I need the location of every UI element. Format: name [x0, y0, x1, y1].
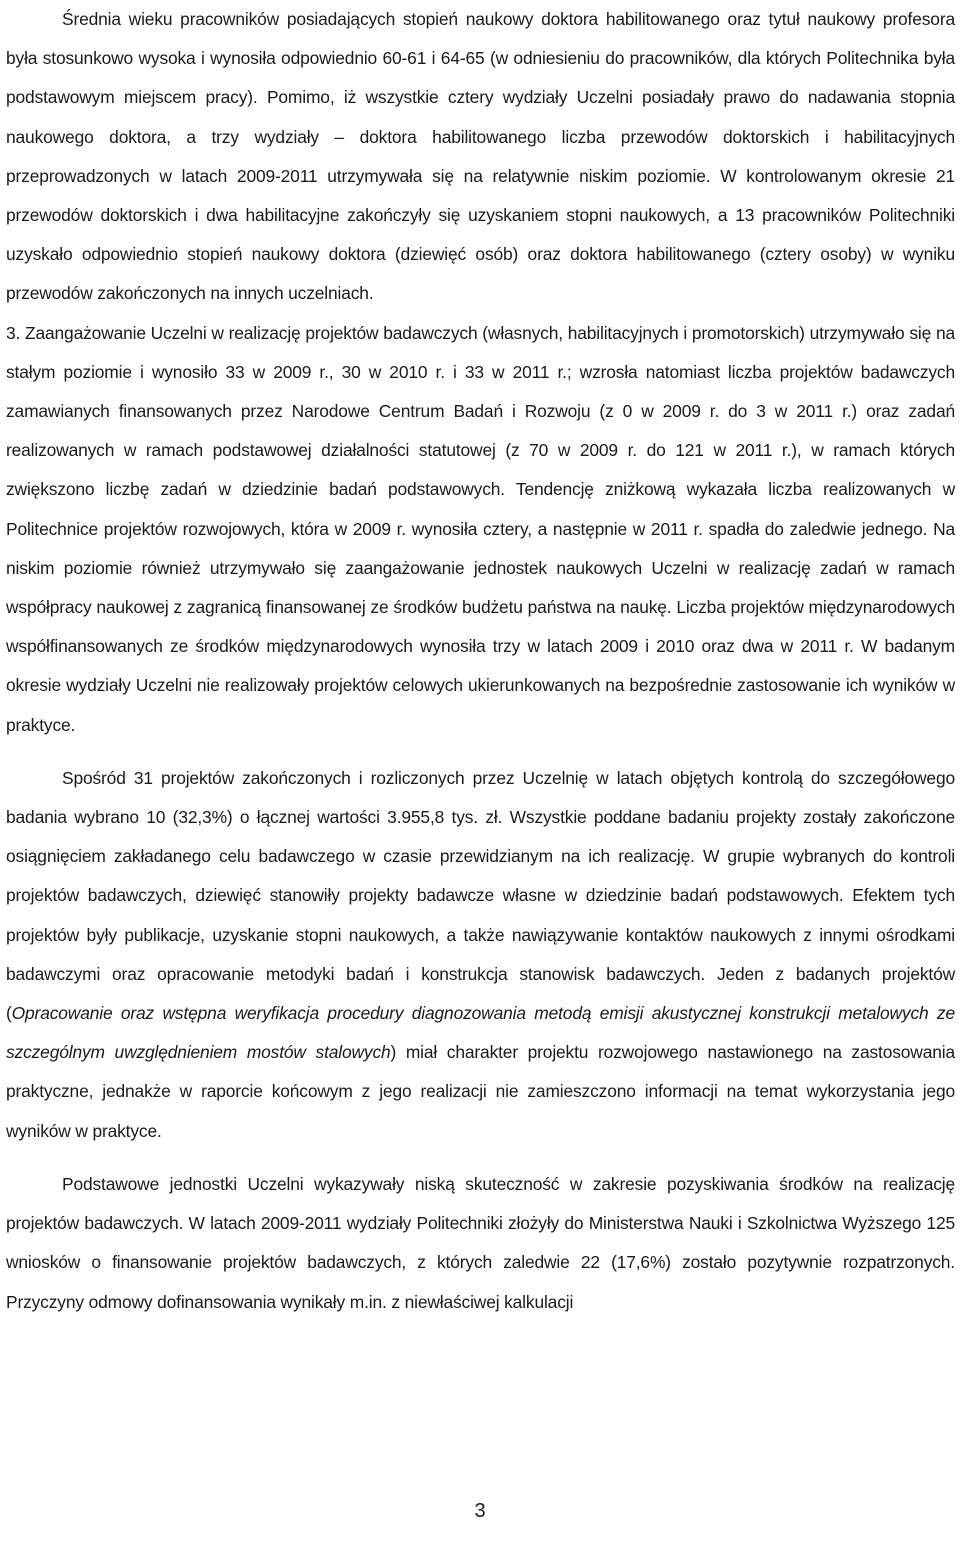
page-number: 3 — [474, 1500, 486, 1522]
paragraph-3-text-end: ) miał charakter projektu rozwojowego nastawionego na zastosowania praktyczne, jednakże w raporcie końcowym z jego realizacji nie zamieszczono informacji na temat wykorzystania jego wyników w praktyce. — [6, 1042, 955, 1141]
paragraph-4: Podstawowe jednostki Uczelni wykazywały niską skuteczność w zakresie pozyskiwania środków na realizację projektów badawczych. W latach 2009-2011 wydziały Politechniki złożyły do Ministerstwa Nauki i Szkolnictwa Wyższego 125 wniosków o finansowanie projektów badawczych, z których zaledwie 22 (17,6%) zostało pozytywnie rozpatrzonych. Przyczyny odmowy dofinansowania wynikały m.in. z niewłaściwej kalkulacji — [6, 1173, 955, 1312]
paragraph-3 — [6, 759, 955, 1151]
paragraph-2: 3. Zaangażowanie Uczelni w realizację projektów badawczych (własnych, habilitacyjnych i promotorskich) utrzymywało się na stałym poziomie i wynosiło 33 w 2009 r., 30 w 2010 r. i 33 w 2011 r.; wzrosła natomiast liczba projektów badawczych zamawianych finansowanych przez Narodowe Centrum Badań i Rozwoju (z 0 w 2009 r. do 3 w 2011 r.) oraz zadań realizowanych w ramach podstawowej działalności statutowej (z 70 w 2009 r. do 121 w 2011 r.), w ramach których zwiększono liczbę zadań w dziedzinie badań podstawowych. Tendencję zniżkową wykazała liczba realizowanych w Politechnice projektów rozwojowych, która w 2009 r. wynosiła cztery, a następnie w 2011 r. spadła do zaledwie jednego. Na niskim poziomie również utrzymywało się zaangażowanie jednostek naukowych Uczelni w realizację zadań w ramach współpracy naukowej z zagranicą finansowanej ze środków budżetu państwa na naukę. Liczba projektów międzynarodowych współfinansowanych ze środków międzynarodowych wynosiła trzy w latach 2009 i 2010 oraz dwa w 2011 r. W badanym okresie wydziały Uczelni nie realizowały projektów celowych ukierunkowanych na bezpośrednie zastosowanie ich wyników w praktyce. — [6, 322, 955, 735]
paragraph-1: Średnia wieku pracowników posiadających stopień naukowy doktora habilitowanego oraz tytuł naukowy profesora była stosunkowo wysoka i wynosiła odpowiednio 60-61 i 64-65 (w odniesieniu do pracowników, dla których Politechnika była podstawowym miejscem pracy). Pomimo, iż wszystkie cztery wydziały Uczelni posiadały prawo do nadawania stopnia naukowego doktora, a trzy wydziały – doktora habilitowanego liczba przewodów doktorskich i habilitacyjnych przeprowadzonych w latach 2009-2011 utrzymywała się na relatywnie niskim poziomie. W kontrolowanym okresie 21 przewodów doktorskich i dwa habilitacyjne zakończyły się uzyskaniem stopni naukowych, a 13 pracowników Politechniki uzyskało odpowiednio stopień naukowy doktora (dziewięć osób) oraz doktora habilitowanego (cztery osoby) w wyniku przewodów zakończonych na innych uczelniach. — [6, 9, 955, 304]
project-title-italic: Opracowanie oraz wstępna weryfikacja procedury diagnozowania metodą emisji akustycznej konstrukcji metalowych ze szczególnym uwzględnieniem mostów stalowych — [6, 1003, 955, 1063]
paragraph-3-text-start: Spośród 31 projektów zakończonych i rozliczonych przez Uczelnię w latach objętych kontrolą do szczegółowego badania wybrano 10 (32,3%) o łącznej wartości 3.955,8 tys. zł. Wszystkie poddane badaniu projekty zostały zakończone osiągnięciem zakładanego celu badawczego w czasie przewidzianym na ich realizację. W grupie wybranych do kontroli projektów badawczych, dziewięć stanowiły projekty badawcze własne w dziedzinie badań podstawowych. Efektem tych projektów były publikacje, uzyskanie stopni naukowych, a także nawiązywanie kontaktów naukowych z innymi ośrodkami badawczymi oraz opracowanie metodyki badań i konstrukcja stanowisk badawczych. Jeden z badanych projektów ( — [6, 767, 955, 1024]
document-page — [6, 0, 955, 1322]
